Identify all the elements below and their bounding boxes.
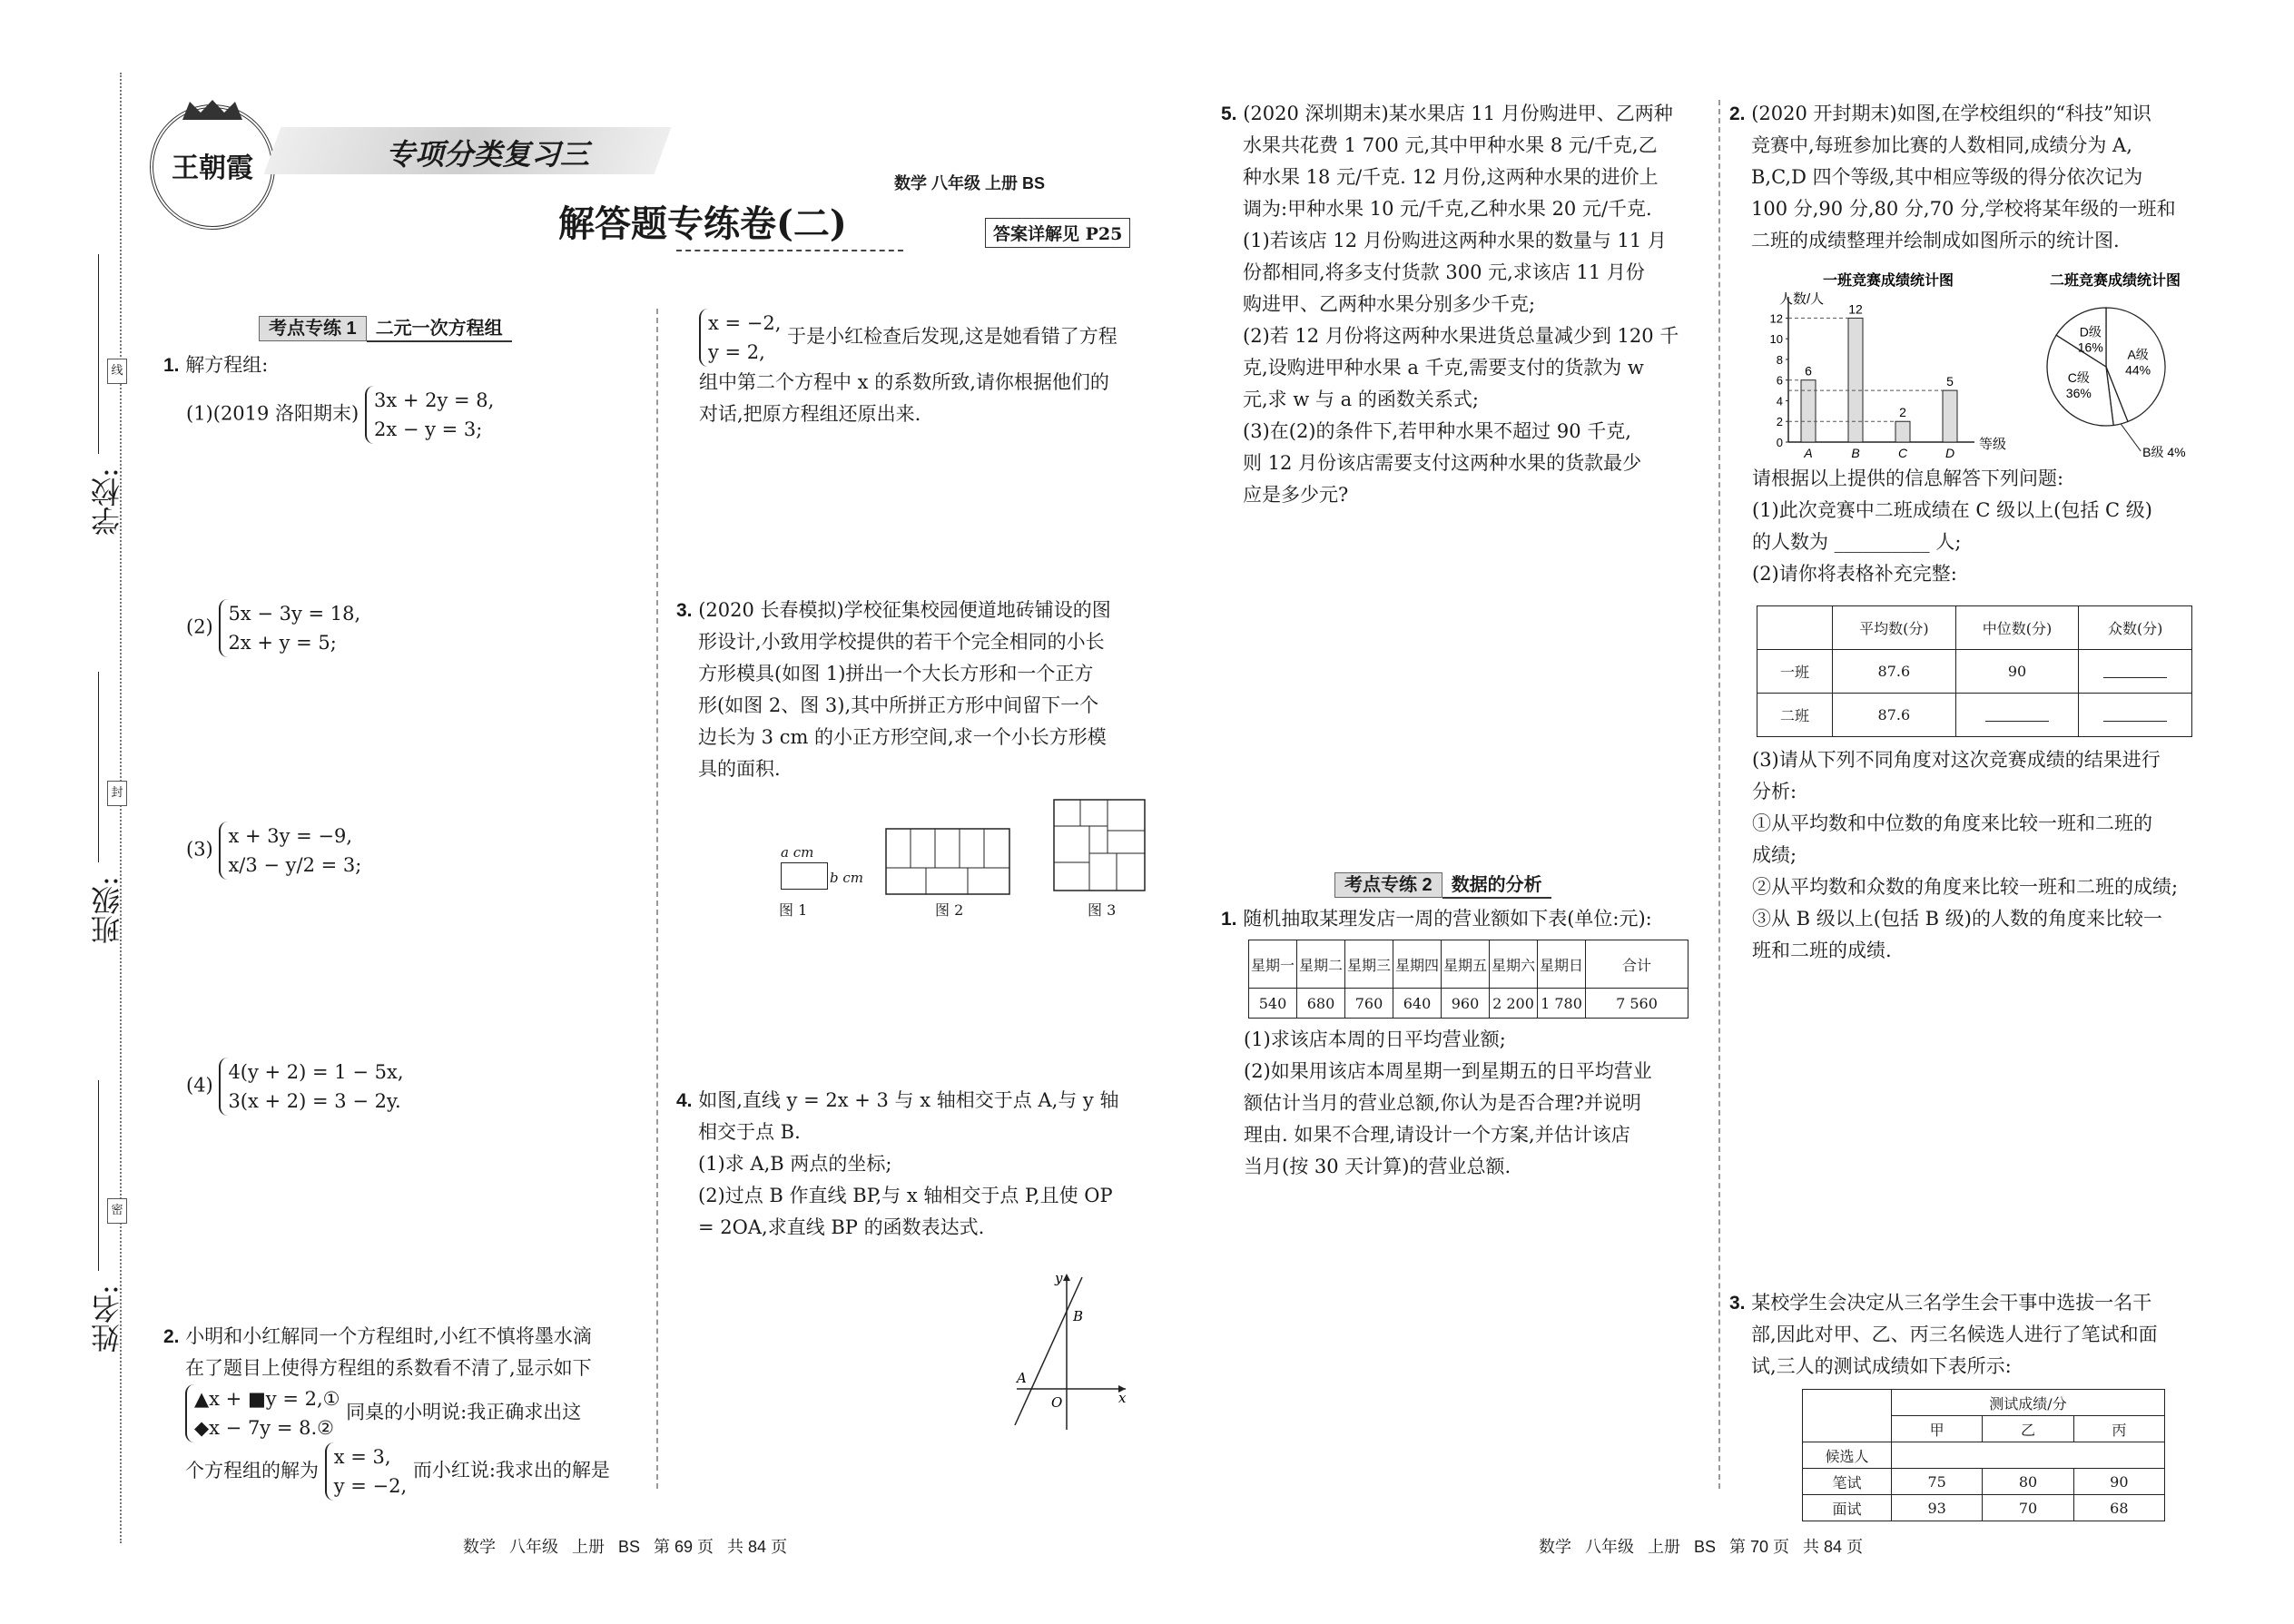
s2-q1-stem-text: 随机抽取某理发店一周的营业额如下表(单位:元): bbox=[1243, 908, 1652, 930]
q5-line-10: (3)在(2)的条件下,若甲种水果不超过 90 千克, bbox=[1243, 420, 1631, 442]
revenue-header-cell: 星期二 bbox=[1297, 940, 1345, 989]
school-label: 学校: bbox=[90, 468, 124, 536]
q5 bbox=[1221, 98, 1711, 511]
q1-part2-eq2: 2x + y = 5; bbox=[228, 632, 337, 654]
revenue-value-cell: 960 bbox=[1442, 989, 1490, 1019]
header-dash-line bbox=[676, 250, 903, 251]
section-1-label: 二元一次方程组 bbox=[367, 315, 512, 342]
revenue-value-cell: 640 bbox=[1393, 989, 1442, 1019]
revenue-header-cell: 星期四 bbox=[1393, 940, 1442, 989]
s2-q2-after-1: (1)此次竞赛中二班成绩在 C 级以上(包括 C 级) bbox=[1752, 499, 2152, 521]
score-table-header bbox=[1757, 606, 2192, 650]
book-info: 数学 八年级 上册 BS bbox=[894, 174, 1046, 192]
revenue-header-cell: 星期日 bbox=[1538, 940, 1586, 989]
q5-line-4: (1)若该店 12 月份购进这两种水果的数量与 11 月 bbox=[1243, 230, 1667, 251]
crown-icon bbox=[181, 98, 244, 122]
q2 bbox=[163, 1321, 645, 1501]
candidate-cell: 面试 bbox=[1803, 1495, 1892, 1521]
q2-line5: 于是小红检查后发现,这是她看错了方程 bbox=[787, 325, 1117, 348]
binding-tag-line: 线 bbox=[107, 359, 127, 384]
candidate-cell: 80 bbox=[1983, 1469, 2073, 1495]
name-blank bbox=[98, 1080, 99, 1271]
s2-q3-line-1: 部,因此对甲、乙、丙三名候选人进行了笔试和面 bbox=[1751, 1324, 2158, 1345]
candidate-cell: 75 bbox=[1892, 1469, 1983, 1495]
candidate-cell: 68 bbox=[2073, 1495, 2164, 1521]
pie-slice-label: A级 bbox=[2127, 347, 2149, 362]
s2-q2-after-0: 请根据以上提供的信息解答下列问题: bbox=[1752, 468, 2064, 489]
q1-part2-eq1: 5x − 3y = 18, bbox=[228, 603, 361, 625]
binding-tag-seal: 封 bbox=[107, 781, 127, 806]
q5-line-2: 种水果 18 元/千克. 12 月份,这两种水果的进价上 bbox=[1243, 166, 1659, 188]
pie-slice-label: D级 bbox=[2079, 324, 2102, 340]
q1-part4 bbox=[186, 1058, 404, 1116]
s2-q2-q3-3: 成绩; bbox=[1752, 844, 1797, 866]
s2-q3-line-0: 某校学生会决定从三名学生会干事中选拔一名干 bbox=[1751, 1292, 2152, 1314]
score-cell: 87.6 bbox=[1833, 694, 1956, 737]
s2-q2-part3 bbox=[1752, 744, 2206, 967]
q2-line4b: 而小红说:我求出的解是 bbox=[412, 1459, 610, 1481]
revenue-value-cell: 1 780 bbox=[1538, 989, 1586, 1019]
s2-q2-q3-1: 分析: bbox=[1752, 781, 1797, 802]
bar-y-tick-label: 10 bbox=[1769, 332, 1783, 347]
q5-line-9: 元,求 w 与 a 的函数关系式; bbox=[1243, 389, 1479, 410]
graph-point-b: B bbox=[1073, 1308, 1084, 1324]
q5-line-5: 份都相同,将多支付货款 300 元,求该店 11 月份 bbox=[1243, 261, 1645, 283]
bar-y-tick-label: 0 bbox=[1776, 436, 1783, 449]
q1-part4-eq1: 4(y + 2) = 1 − 5x, bbox=[228, 1061, 404, 1083]
pie-slice-percent: 36% bbox=[2065, 386, 2092, 401]
s2-q1-line-1: (2)如果用该店本周星期一到星期五的日平均营业 bbox=[1244, 1060, 1652, 1082]
revenue-value-cell: 540 bbox=[1249, 989, 1297, 1019]
revenue-table bbox=[1248, 940, 1689, 1019]
s2-q2-after-2: 的人数为 __________ 人; bbox=[1752, 531, 1962, 553]
score-header-cell: 平均数(分) bbox=[1833, 606, 1956, 650]
q4-number: 4. bbox=[676, 1090, 693, 1111]
s2-q1-number: 1. bbox=[1221, 909, 1237, 930]
bar-category-label: A bbox=[1804, 446, 1813, 460]
q1-part1-label: (1)(2019 洛阳期末) bbox=[186, 402, 359, 425]
q3-figure-3 bbox=[1053, 799, 1146, 891]
q3-line-2: 方形模具(如图 1)拼出一个大长方形和一个正方 bbox=[698, 663, 1094, 684]
revenue-header-cell: 星期一 bbox=[1249, 940, 1297, 989]
pie-slice-percent: 16% bbox=[2077, 340, 2103, 355]
fig2-caption: 图 2 bbox=[935, 901, 964, 919]
q2-line4a: 个方程组的解为 bbox=[185, 1459, 319, 1481]
bar-y-tick-label: 8 bbox=[1776, 352, 1783, 367]
revenue-header-cell: 合计 bbox=[1586, 940, 1689, 989]
q1-part1-eq2: 2x − y = 3; bbox=[373, 418, 483, 440]
bar-chart-title: 一班竞赛成绩统计图 bbox=[1822, 273, 1954, 289]
candidate-header-cell: 甲 bbox=[1892, 1416, 1983, 1442]
q3-number: 3. bbox=[676, 600, 693, 621]
candidate-row bbox=[1803, 1442, 2165, 1469]
bar-chart-ylabel: 人数/人 bbox=[1779, 291, 1825, 307]
footer-right-page: 数学 八年级 上册 BS 第 70 页 共 84 页 bbox=[1539, 1538, 1864, 1556]
section-2-label: 数据的分析 bbox=[1442, 871, 1551, 899]
revenue-header-cell: 星期五 bbox=[1442, 940, 1490, 989]
class-label: 班级: bbox=[90, 876, 124, 944]
school-blank bbox=[98, 254, 99, 454]
q1-part3-eq2: x/3 − y/2 = 3; bbox=[228, 854, 362, 876]
q5-line-0: (2020 深圳期末)某水果店 11 月份购进甲、乙两种 bbox=[1243, 103, 1673, 124]
bar-category-label: D bbox=[1944, 446, 1955, 460]
graph-y-label: y bbox=[1055, 1270, 1063, 1286]
candidate-cell: 笔试 bbox=[1803, 1469, 1892, 1495]
logo-text: 王朝霞 bbox=[172, 153, 253, 184]
s2-q2-after bbox=[1752, 463, 2206, 590]
graph-origin: O bbox=[1051, 1394, 1063, 1411]
score-cell: 90 bbox=[1955, 650, 2079, 694]
revenue-header-cell: 星期三 bbox=[1345, 940, 1393, 989]
score-header-cell: 中位数(分) bbox=[1955, 606, 2079, 650]
bar-y-tick-label: 6 bbox=[1776, 373, 1783, 388]
small-rectangle bbox=[781, 862, 828, 890]
candidate-header-cell: 丙 bbox=[2073, 1416, 2164, 1442]
q5-line-6: 购进甲、乙两种水果分别多少千克; bbox=[1243, 293, 1536, 315]
q4-line-4: = 2OA,求直线 BP 的函数表达式. bbox=[698, 1216, 985, 1238]
q2-sol1-x: x = 3, bbox=[333, 1446, 391, 1468]
blank-cell bbox=[2079, 694, 2192, 737]
bar bbox=[1895, 421, 1910, 442]
q4-line-2: (1)求 A,B 两点的坐标; bbox=[698, 1153, 892, 1175]
class2-pie-chart bbox=[2029, 265, 2210, 460]
score-cell: 一班 bbox=[1757, 650, 1833, 694]
s2-q3-line-2: 试,三人的测试成绩如下表所示: bbox=[1751, 1355, 2012, 1377]
q3 bbox=[676, 595, 1157, 785]
q3-figure-2 bbox=[885, 828, 1012, 896]
pie-slice-label: B级 4% bbox=[2142, 444, 2186, 459]
pie-slice-percent: 44% bbox=[2125, 362, 2151, 378]
score-row-class2 bbox=[1757, 694, 2192, 737]
q5-number: 5. bbox=[1221, 103, 1237, 124]
q2-sol1-y: y = −2, bbox=[333, 1475, 408, 1497]
q1-part1-eq1: 3x + 2y = 8, bbox=[373, 389, 495, 411]
pie-leader-line bbox=[2121, 424, 2141, 451]
q4-graph bbox=[999, 1266, 1135, 1434]
revenue-value-cell: 760 bbox=[1345, 989, 1393, 1019]
q2-eq1: ▲x + ■y = 2,① bbox=[194, 1388, 340, 1410]
graph-x-label: x bbox=[1118, 1390, 1127, 1406]
fig3-caption: 图 3 bbox=[1088, 901, 1117, 919]
graph-point-a: A bbox=[1017, 1370, 1027, 1386]
page-title: 解答题专练卷(二) bbox=[558, 202, 847, 245]
bar-value-label: 6 bbox=[1805, 363, 1812, 379]
answer-blank[interactable] bbox=[1985, 704, 2049, 722]
q1-part3-eq1: x + 3y = −9, bbox=[228, 825, 353, 847]
s2-q2-intro-1: 竞赛中,每班参加比赛的人数相同,成绩分为 A, bbox=[1751, 134, 2132, 156]
bar-value-label: 2 bbox=[1899, 405, 1906, 420]
fig1-a-label: a cm bbox=[781, 844, 814, 861]
candidate-score-table bbox=[1802, 1389, 2165, 1521]
score-cell: 二班 bbox=[1757, 694, 1833, 737]
answer-blank[interactable] bbox=[2103, 704, 2167, 722]
brand-logo bbox=[150, 104, 275, 230]
q2-line7: 对话,把原方程组还原出来. bbox=[699, 403, 921, 425]
s2-q1-line-3: 理由. 如果不合理,请设计一个方案,并估计该店 bbox=[1244, 1124, 1630, 1146]
fig1-b-label: b cm bbox=[830, 870, 863, 886]
s2-q2-intro-3: 100 分,90 分,80 分,70 分,学校将某年级的一班和 bbox=[1751, 198, 2176, 220]
q2-eq2: ◆x − 7y = 8.② bbox=[194, 1417, 334, 1439]
footer-left-page: 数学 八年级 上册 BS 第 69 页 共 84 页 bbox=[463, 1538, 788, 1556]
s2-q2-q3-4: ②从平均数和众数的角度来比较一班和二班的成绩; bbox=[1752, 876, 2179, 898]
bar-y-tick-label: 12 bbox=[1769, 311, 1783, 326]
revenue-value-cell: 7 560 bbox=[1586, 989, 1689, 1019]
q3-line-4: 边长为 3 cm 的小正方形空间,求一个小长方形模 bbox=[698, 726, 1107, 748]
s2-q1-line-0: (1)求该店本周的日平均营业额; bbox=[1244, 1029, 1506, 1050]
q2-sol2-y: y = 2, bbox=[708, 341, 765, 363]
score-row-class1 bbox=[1757, 650, 2192, 694]
s2-q2-intro-0: (2020 开封期末)如图,在学校组织的“科技”知识 bbox=[1751, 103, 2151, 124]
s2-q2-number: 2. bbox=[1729, 103, 1746, 124]
revenue-value-cell: 2 200 bbox=[1490, 989, 1538, 1019]
q1-part2 bbox=[186, 599, 360, 657]
s2-q2-after-3: (2)请你将表格补充完整: bbox=[1752, 563, 1957, 585]
q3-line-1: 形设计,小致用学校提供的若干个完全相同的小长 bbox=[698, 631, 1105, 653]
candidate-label-cell: 候选人 bbox=[1803, 1442, 1892, 1469]
q5-line-7: (2)若 12 月份将这两种水果进货总量减少到 120 千 bbox=[1243, 325, 1679, 347]
q1-part3-label: (3) bbox=[186, 838, 213, 861]
section-1-heading bbox=[259, 313, 512, 340]
bar-category-label: C bbox=[1897, 446, 1908, 460]
score-header-cell bbox=[1757, 606, 1833, 650]
binding-tag-secret: 密 bbox=[107, 1198, 127, 1224]
q5-line-11: 则 12 月份该店需要支付这两种水果的货款最少 bbox=[1243, 452, 1642, 474]
q1 bbox=[163, 349, 268, 381]
s2-q1-line-4: 当月(按 30 天计算)的营业总额. bbox=[1244, 1156, 1511, 1177]
column-divider-2 bbox=[1718, 100, 1720, 1489]
bar-y-tick-label: 4 bbox=[1776, 394, 1783, 408]
revenue-table-header bbox=[1249, 940, 1689, 989]
q1-part4-label: (4) bbox=[186, 1074, 213, 1097]
bar bbox=[1943, 390, 1957, 442]
blank-cell bbox=[2079, 650, 2192, 694]
candidate-cell: 90 bbox=[2073, 1469, 2164, 1495]
q1-part4-eq2: 3(x + 2) = 3 − 2y. bbox=[228, 1090, 401, 1112]
bar-y-tick-label: 2 bbox=[1776, 415, 1783, 429]
name-label: 姓名: bbox=[90, 1284, 124, 1353]
q2-line2: 在了题目上使得方程组的系数看不清了,显示如下 bbox=[185, 1357, 592, 1379]
q2-line3: 同桌的小明说:我正确求出这 bbox=[346, 1401, 582, 1423]
s2-q2-intro bbox=[1729, 98, 2201, 257]
q5-line-8: 克,设购进甲种水果 a 千克,需要支付的货款为 w bbox=[1243, 357, 1644, 379]
revenue-value-cell: 680 bbox=[1297, 989, 1345, 1019]
candidate-cell: 93 bbox=[1892, 1495, 1983, 1521]
fig1-caption: 图 1 bbox=[779, 901, 808, 919]
candidate-cell: 70 bbox=[1983, 1495, 2073, 1521]
candidate-corner-cell bbox=[1803, 1390, 1892, 1442]
q2-line1: 小明和小红解同一个方程组时,小红不慎将墨水滴 bbox=[185, 1325, 592, 1347]
q2-sol2-x: x = −2, bbox=[708, 312, 782, 334]
q1-part2-label: (2) bbox=[186, 615, 213, 638]
q2-line6: 组中第二个方程中 x 的系数所致,请你根据他们的 bbox=[699, 371, 1109, 393]
candidate-row-written bbox=[1803, 1469, 2165, 1495]
q4 bbox=[676, 1085, 1157, 1244]
q4-line-0: 如图,直线 y = 2x + 3 与 x 轴相交于点 A,与 y 轴 bbox=[698, 1089, 1119, 1111]
score-cell: 87.6 bbox=[1833, 650, 1956, 694]
s2-q3 bbox=[1729, 1287, 2201, 1383]
q3-line-3: 形(如图 2、图 3),其中所拼正方形中间留下一个 bbox=[698, 694, 1099, 716]
q3-line-5: 具的面积. bbox=[698, 758, 781, 780]
s2-q1-stem bbox=[1221, 903, 1652, 935]
revenue-table-values bbox=[1249, 989, 1689, 1019]
answer-reference: 答案详解见 P25 bbox=[985, 218, 1130, 248]
section-1-tag: 考点专练 1 bbox=[259, 316, 367, 341]
section-2-heading bbox=[1334, 870, 1551, 896]
s2-q1-line-2: 额估计当月的营业总额,你认为是否合理?并说明 bbox=[1244, 1092, 1641, 1114]
bar-value-label: 12 bbox=[1848, 301, 1863, 317]
pie-slice-label: C级 bbox=[2067, 370, 2090, 386]
s2-q2-intro-4: 二班的成绩整理并绘制成如图所示的统计图. bbox=[1751, 230, 2120, 251]
q1-stem: 解方程组: bbox=[185, 354, 269, 376]
s2-q1-parts bbox=[1244, 1024, 1698, 1183]
bar-chart-xlabel: 等级 bbox=[1979, 437, 2007, 452]
q2-continued bbox=[699, 309, 1153, 430]
q5-line-3: 调为:甲种水果 10 元/千克,乙种水果 20 元/千克. bbox=[1243, 198, 1652, 220]
candidate-row-interview bbox=[1803, 1495, 2165, 1521]
answer-blank[interactable] bbox=[2103, 661, 2167, 678]
q3-line-0: (2020 长春模拟)学校征集校园便道地砖铺设的图 bbox=[698, 599, 1111, 621]
bar bbox=[1848, 318, 1863, 442]
banner-title: 专项分类复习三 bbox=[386, 137, 590, 172]
s2-q2-q3-2: ①从平均数和中位数的角度来比较一班和二班的 bbox=[1752, 812, 2152, 834]
score-stat-table bbox=[1757, 605, 2192, 737]
s2-q2-intro-2: B,C,D 四个等级,其中相应等级的得分依次记为 bbox=[1751, 166, 2143, 188]
q1-part3 bbox=[186, 822, 361, 880]
s2-q2-q3-0: (3)请从下列不同角度对这次竞赛成绩的结果进行 bbox=[1752, 749, 2161, 771]
candidate-table-title-row bbox=[1803, 1390, 2165, 1416]
q1-part1 bbox=[186, 386, 494, 444]
s2-q2-q3-6: 班和二班的成绩. bbox=[1752, 940, 1892, 961]
q1-number: 1. bbox=[163, 355, 180, 376]
score-header-cell: 众数(分) bbox=[2079, 606, 2192, 650]
q5-line-1: 水果共花费 1 700 元,其中甲种水果 8 元/千克,乙 bbox=[1243, 134, 1658, 156]
class-blank bbox=[98, 672, 99, 862]
s2-q2-q3-5: ③从 B 级以上(包括 B 级)的人数的角度来比较一 bbox=[1752, 908, 2162, 930]
candidate-header-cell: 乙 bbox=[1983, 1416, 2073, 1442]
bar bbox=[1801, 380, 1816, 442]
revenue-header-cell: 星期六 bbox=[1490, 940, 1538, 989]
q2-number: 2. bbox=[163, 1326, 180, 1347]
class1-bar-chart bbox=[1752, 265, 2024, 460]
q5-line-12: 应是多少元? bbox=[1243, 484, 1349, 506]
blank-cell bbox=[1955, 694, 2079, 737]
bar-category-label: B bbox=[1851, 446, 1860, 460]
candidate-table-title: 测试成绩/分 bbox=[1892, 1390, 2165, 1416]
column-divider-1 bbox=[656, 309, 658, 1489]
s2-q3-number: 3. bbox=[1729, 1293, 1746, 1314]
q4-line-3: (2)过点 B 作直线 BP,与 x 轴相交于点 P,且使 OP bbox=[698, 1185, 1113, 1206]
section-2-tag: 考点专练 2 bbox=[1334, 872, 1442, 898]
q4-line-1: 相交于点 B. bbox=[698, 1121, 801, 1143]
pie-chart-title: 二班竞赛成绩统计图 bbox=[2049, 273, 2181, 289]
bar-value-label: 5 bbox=[1946, 374, 1954, 389]
